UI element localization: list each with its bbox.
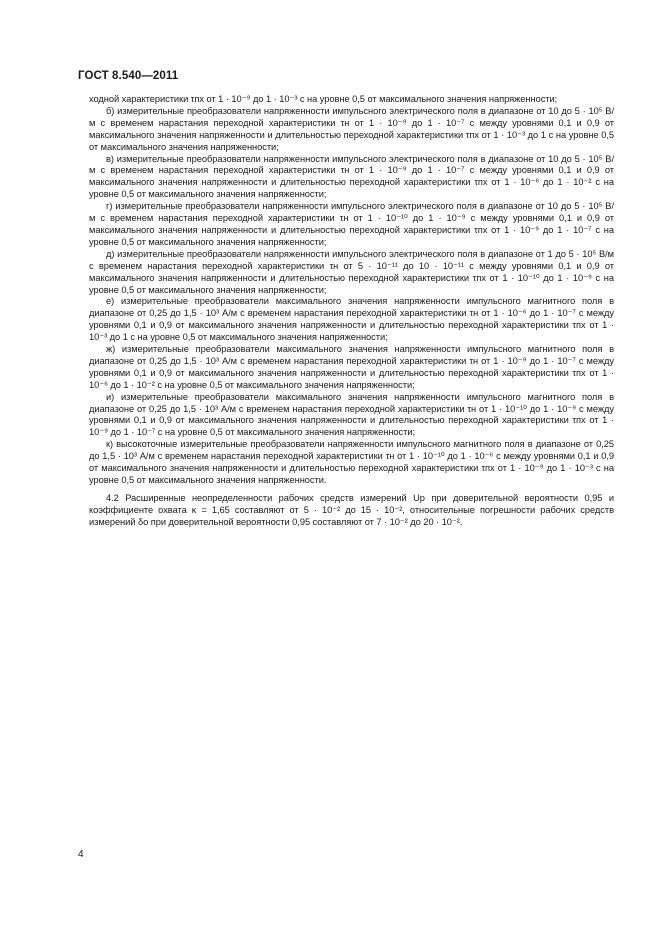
- list-item-b: б) измерительные преобразователи напряженности импульсного электрического поля в диапазоне от 10 до 5 · 10⁵ В/м с временем нарастания переходной характеристики τн от 1 · 10⁻⁹ до 1 · 10⁻⁷ с между уровнями 0,1 и 0,9 от максимального значения напряженности и длительностью переходной характеристики τпх от 1 · 10⁻³ до 1 с на уровне 0,5 от максимального значения напряженности;: [89, 105, 614, 152]
- list-item-i: и) измерительные преобразователи максимального значения напряженности импульсного магнитного поля в диапазоне от 0,25 до 1,5 · 10³ А/м с временем нарастания переходной характеристики τн от 1 · 10⁻¹⁰ до 1 · 10⁻⁹ с между уровнями 0,1 и 0,9 от максимального значения напряженности и длительностью переходной характеристики τпх от 1 · 10⁻⁹ до 1 · 10⁻⁷ с на уровне 0,5 от максимального значения напряженности;: [89, 391, 614, 438]
- list-item-k: к) высокоточные измерительные преобразователи напряженности импульсного магнитного поля в диапазоне от 0,25 до 1,5 · 10³ А/м с временем нарастания переходной характеристики τн от 1 · 10⁻¹⁰ до 1 · 10⁻⁶ с между уровнями 0,1 и 0,9 от максимального значения напряженности и длительностью переходной характеристики τпх от 1 · 10⁻⁹ до 1 · 10⁻³ с на уровне 0,5 от максимального значения напряженности.: [89, 439, 614, 485]
- list-item-g: г) измерительные преобразователи напряженности импульсного электрического поля в диапазоне от 10 до 5 · 10⁵ В/м с временем нарастания переходной характеристики τн от 1 · 10⁻¹⁰ до 1 · 10⁻⁹ с между уровнями 0,1 и 0,9 от максимального значения напряженности и длительностью переходной характеристики τпх от 1 · 10⁻⁹ до 1 · 10⁻⁷ с на уровне 0,5 от максимального значения напряженности;: [89, 201, 614, 247]
- paragraph-continuation: ходной характеристики τпх от 1 · 10⁻⁹ до 1 · 10⁻³ с на уровне 0,5 от максимального значения напряженности;: [89, 94, 558, 104]
- list-item-v: в) измерительные преобразователи напряженности импульсного электрического поля в диапазоне от 10 до 5 · 10⁵ В/м с временем нарастания переходной характеристики τн от 1 · 10⁻⁹ до 1 · 10⁻⁷ с между уровнями 0,1 и 0,9 от максимального значения напряженности и длительностью переходной характеристики τпх от 1 · 10⁻⁶ до 1 · 10⁻² с на уровне 0,5 от максимального значения напряженности;: [89, 153, 614, 200]
- list-item-zh: ж) измерительные преобразователи максимального значения напряженности импульсного магнитного поля в диапазоне от 0,25 до 1,5 · 10³ А/м с временем нарастания переходной характеристики τн от 1 · 10⁻⁹ до 1 · 10⁻⁷ с между уровнями 0,1 и 0,9 от максимального значения напряженности и длительностью переходной характеристики τпх от 1 · 10⁻⁶ до 1 · 10⁻² с на уровне 0,5 от максимального значения напряженности;: [89, 344, 614, 390]
- document-header: ГОСТ 8.540—2011: [78, 70, 179, 82]
- section-4-2: 4.2 Расширенные неопределенности рабочих средств измерений Uр при доверительной вероятности 0,95 и коэффициенте охвата κ = 1,65 составляют от 5 · 10⁻² до 15 · 10⁻², относительные погрешности рабочих средств измерений δо при доверительной вероятности 0,95 составляют от 7 · 10⁻² до 20 · 10⁻².: [89, 492, 614, 527]
- list-item-d: д) измерительные преобразователи напряженности импульсного электрического поля в диапазоне от 1 до 5 · 10⁵ В/м с временем нарастания переходной характеристики τн от 5 · 10⁻¹¹ до 10 · 10⁻¹¹ с между уровнями 0,1 и 0,9 от максимального значения напряженности и длительностью переходной характеристики τпх от 1 · 10⁻¹⁰ до 1 · 10⁻⁹ с на уровне 0,5 от максимального значения напряженности;: [89, 248, 614, 295]
- list-item-e: е) измерительные преобразователи максимального значения напряженности импульсного магнитного поля в диапазоне от 0,25 до 1,5 · 10³ А/м с временем нарастания переходной характеристики τн от 1 · 10⁻⁶ до 1 · 10⁻⁷ с между уровнями 0,1 и 0,9 от максимального значения напряженности и длительностью переходной характеристики τпх от 1 · 10⁻³ до 1 с на уровне 0,5 от максимального значения напряженности;: [89, 296, 614, 343]
- document-body: [89, 94, 614, 529]
- page-number: 4: [78, 849, 84, 860]
